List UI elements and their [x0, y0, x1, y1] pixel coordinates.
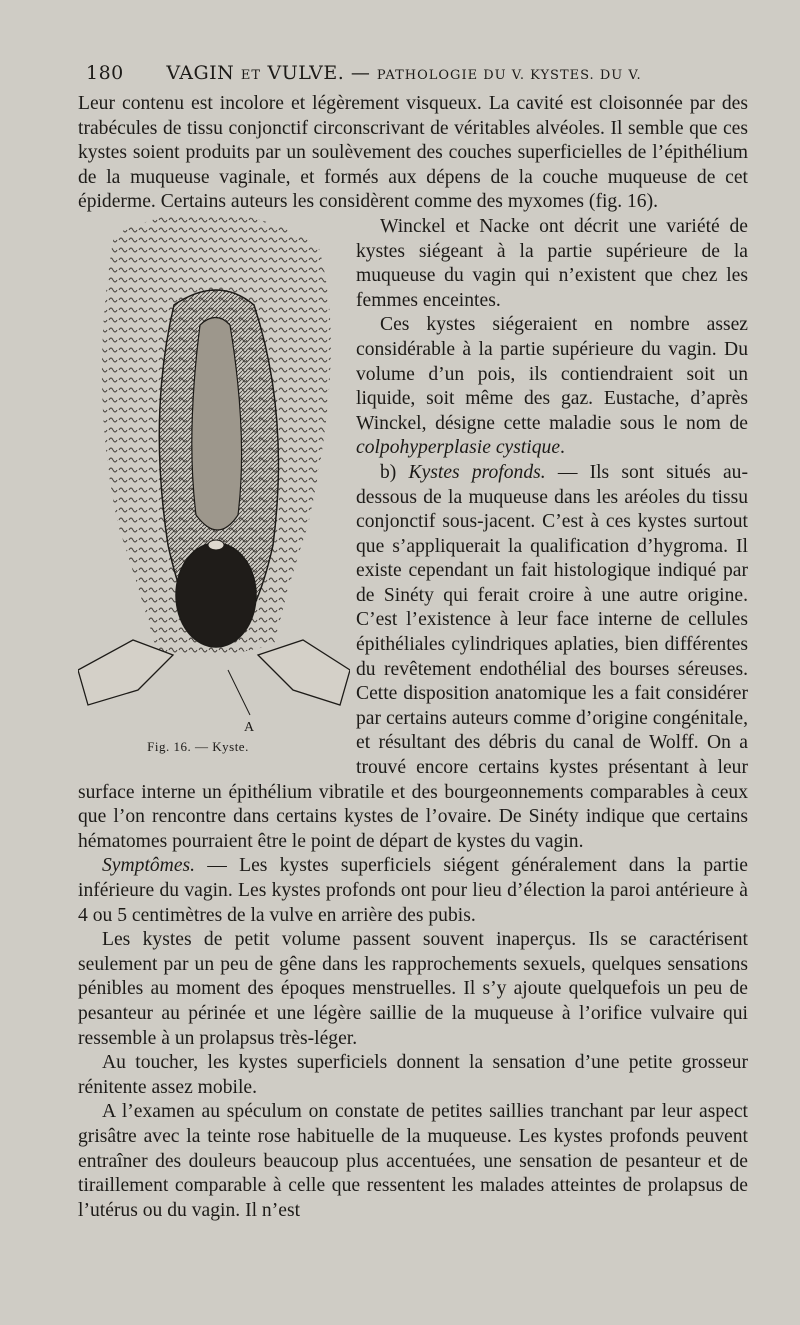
- paragraph-3-text: Ces kystes siégeraient en nombre assez considérable à la partie supérieure du vagin. Du volume d’un pois, ils contiendraient soit un liquide, soit même des gaz. Eustache, d’après Winckel, désigne cette maladie sous le nom de: [356, 314, 748, 434]
- paragraph-4-marker: b): [380, 461, 409, 483]
- paragraph-3-end: .: [560, 437, 565, 459]
- page-number: 180: [86, 62, 124, 84]
- figure-caption: Fig. 16. — Kyste.: [147, 738, 249, 754]
- paragraph-7-text: Au toucher, les kystes superficiels donnent la sensation d’une petite grosseur rénitente assez mobile.: [78, 1052, 748, 1098]
- cyst-small: [208, 540, 224, 550]
- header-title-vulve: VULVE.: [267, 62, 345, 84]
- figure-label-a: A: [244, 719, 255, 735]
- paragraph-8: [78, 1100, 748, 1223]
- paragraph-6: [78, 928, 748, 1051]
- body-text: [78, 92, 748, 1223]
- paragraph-5-text: — Les kystes superficiels siégent généralement dans la partie inférieure du vagin. Les kystes profonds ont pour lieu d’élection la paroi antérieure à 4 ou 5 centimètres de la vulve en arrière des pubis.: [78, 855, 748, 926]
- paragraph-5: [78, 854, 748, 928]
- running-header: [86, 62, 766, 84]
- figure-illustration: [78, 215, 350, 735]
- header-title-vagin: VAGIN: [166, 62, 235, 84]
- paragraph-5-heading: Symptômes.: [102, 855, 196, 877]
- labia-inner: [192, 317, 242, 530]
- paragraph-2-text: Winckel et Nacke ont décrit une variété de kystes siégeant à la partie supérieure de la muqueuse du vagin qui n’existent que chez les femmes enceintes.: [356, 215, 748, 311]
- header-section: PATHOLOGIE DU V. KYSTES. DU V.: [376, 68, 642, 83]
- paragraph-4-text: — Ils sont situés au-dessous de la muqueuse dans les aréoles du tissu conjonctif sous-jacent. C’est à ces kystes surtout que s’appliquerait la qualification d’hygroma. Il existe cependant un fait histologique indiqué par de Sinéty qui ferait croire à une autre origine. C’est l’existence à leur face interne de cellules épithéliales cylindriques aplaties, bien différentes du revêtement endothélial des bourses séreuses. Cette disposition anatomique les a fait considérer par certains auteurs comme d’origine congénitale, et résultant des débris du canal de Wolff. On a trouvé encore certains kystes présentant à leur surface interne un épithélium vibratile et des bourgeonnements comparables à ceux que l’on rencontre dans certains kystes de l’ovaire. De Sinéty indique que certains hématomes pourraient être le point de départ de kystes du vagin.: [78, 461, 748, 852]
- paragraph-6-text: Les kystes de petit volume passent souvent inaperçus. Ils se caractérisent seulement par un peu de gêne dans les rapprochements sexuels, quelques sensations pénibles au moment des époques menstruelles. Il s’y ajoute quelquefois un peu de pesanteur au périnée et une légère saillie de la muqueuse à l’orifice vulvaire qui ressemble à un prolapsus très-léger.: [78, 929, 748, 1049]
- paragraph-3-italic-term: colpohyperplasie cystique: [356, 437, 561, 459]
- header-dash: —: [350, 62, 371, 84]
- speculum-left: [78, 640, 173, 705]
- cyst-opening: [176, 543, 256, 647]
- paragraph-1: [78, 92, 748, 215]
- paragraph-8-text: A l’examen au spéculum on constate de petites saillies tranchant par leur aspect grisâtre avec la teinte rose habituelle de la muqueuse. Les kystes profonds peuvent entraîner des douleurs beaucoup plus accentuées, une sensation de pesanteur et de tiraillement comparable à celle que ressentent les malades atteintes de prolapsus de l’utérus ou du vagin. Il n’est: [78, 1101, 748, 1221]
- paragraph-7: [78, 1051, 748, 1100]
- header-title-et: ET: [240, 68, 261, 83]
- figure-16: [78, 215, 350, 770]
- paragraph-4-heading: Kystes profonds.: [408, 461, 546, 483]
- speculum-right: [258, 640, 350, 705]
- paragraph-1-text: Leur contenu est incolore et légèrement visqueux. La cavité est cloisonnée par des trabécules de tissu conjonctif circonscrivant de véritables alvéoles. Il semble que ces kystes soient produits par un soulèvement des couches superficielles de l’épithélium de la muqueuse vaginale, et formés aux dépens de la couche muqueuse de cet épiderme. Certains auteurs les considèrent comme des myxomes (fig. 16).: [78, 93, 748, 213]
